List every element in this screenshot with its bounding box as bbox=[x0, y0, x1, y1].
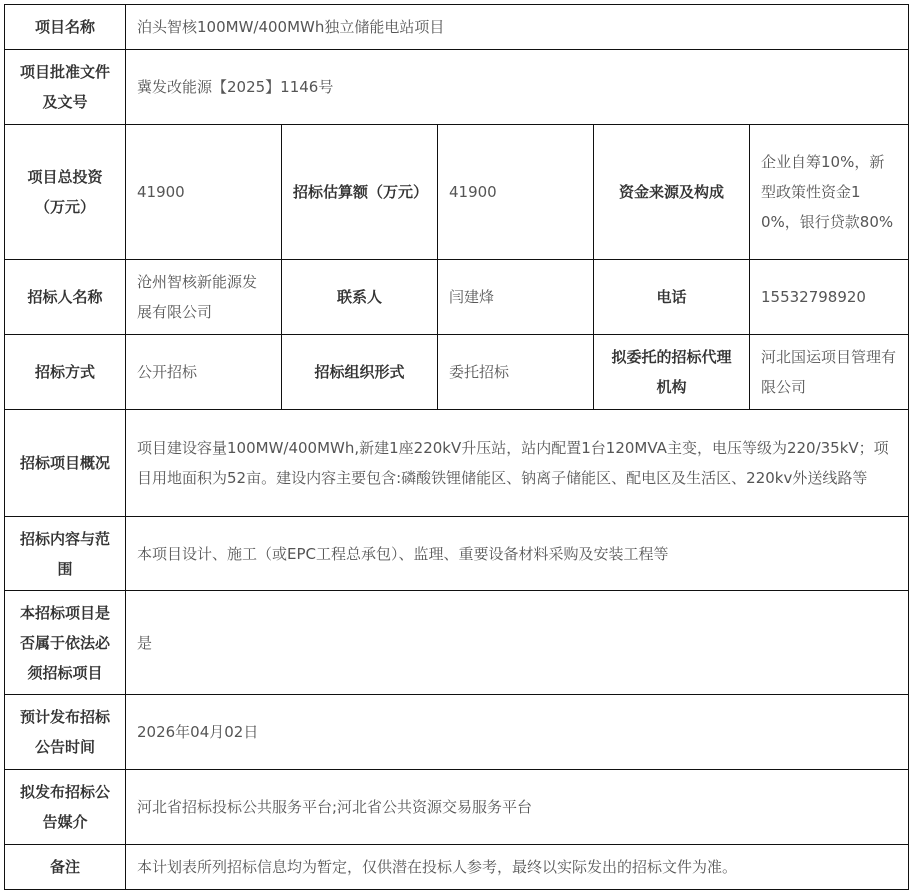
total-investment-label: 项目总投资（万元） bbox=[5, 125, 126, 260]
project-name-label: 项目名称 bbox=[5, 5, 126, 50]
row-project-name bbox=[5, 5, 909, 50]
overview-value: 项目建设容量100MW/400MWh,新建1座220kV升压站，站内配置1台120MVA主变，电压等级为220/35kV；项目用地面积为52亩。建设内容主要包含:磷酸铁锂储能区、钠离子储能区、配电区及生活区、220kv外送线路等 bbox=[126, 410, 909, 517]
funding-source-value: 企业自筹10%，新型政策性资金10%，银行贷款80% bbox=[750, 125, 909, 260]
total-investment-value: 41900 bbox=[126, 125, 282, 260]
approval-doc-label: 项目批准文件及文号 bbox=[5, 50, 126, 125]
scope-value: 本项目设计、施工（或EPC工程总承包）、监理、重要设备材料采购及安装工程等 bbox=[126, 517, 909, 591]
remarks-label: 备注 bbox=[5, 845, 126, 890]
org-form-value: 委托招标 bbox=[438, 335, 594, 410]
row-approval-doc bbox=[5, 50, 909, 125]
row-overview bbox=[5, 410, 909, 517]
row-tenderer bbox=[5, 260, 909, 335]
tender-method-value: 公开招标 bbox=[126, 335, 282, 410]
phone-value: 15532798920 bbox=[750, 260, 909, 335]
tender-plan-table bbox=[4, 4, 909, 890]
tender-method-label: 招标方式 bbox=[5, 335, 126, 410]
publish-time-label: 预计发布招标公告时间 bbox=[5, 695, 126, 770]
publish-time-value: 2026年04月02日 bbox=[126, 695, 909, 770]
remarks-value: 本计划表所列招标信息均为暂定，仅供潜在投标人参考，最终以实际发出的招标文件为准。 bbox=[126, 845, 909, 890]
media-value: 河北省招标投标公共服务平台;河北省公共资源交易服务平台 bbox=[126, 770, 909, 845]
row-scope bbox=[5, 517, 909, 591]
row-media bbox=[5, 770, 909, 845]
media-label: 拟发布招标公告媒介 bbox=[5, 770, 126, 845]
mandatory-label: 本招标项目是否属于依法必须招标项目 bbox=[5, 591, 126, 695]
estimate-label: 招标估算额（万元） bbox=[282, 125, 438, 260]
agency-label: 拟委托的招标代理机构 bbox=[594, 335, 750, 410]
row-mandatory bbox=[5, 591, 909, 695]
mandatory-value: 是 bbox=[126, 591, 909, 695]
contact-value: 闫建烽 bbox=[438, 260, 594, 335]
overview-label: 招标项目概况 bbox=[5, 410, 126, 517]
project-name-value: 泊头智核100MW/400MWh独立储能电站项目 bbox=[126, 5, 909, 50]
tenderer-name-value: 沧州智核新能源发展有限公司 bbox=[126, 260, 282, 335]
row-remarks bbox=[5, 845, 909, 890]
agency-value: 河北国运项目管理有限公司 bbox=[750, 335, 909, 410]
estimate-value: 41900 bbox=[438, 125, 594, 260]
row-method bbox=[5, 335, 909, 410]
approval-doc-value: 冀发改能源【2025】1146号 bbox=[126, 50, 909, 125]
row-publish-time bbox=[5, 695, 909, 770]
scope-label: 招标内容与范围 bbox=[5, 517, 126, 591]
tenderer-name-label: 招标人名称 bbox=[5, 260, 126, 335]
contact-label: 联系人 bbox=[282, 260, 438, 335]
funding-source-label: 资金来源及构成 bbox=[594, 125, 750, 260]
row-investment bbox=[5, 125, 909, 260]
org-form-label: 招标组织形式 bbox=[282, 335, 438, 410]
phone-label: 电话 bbox=[594, 260, 750, 335]
